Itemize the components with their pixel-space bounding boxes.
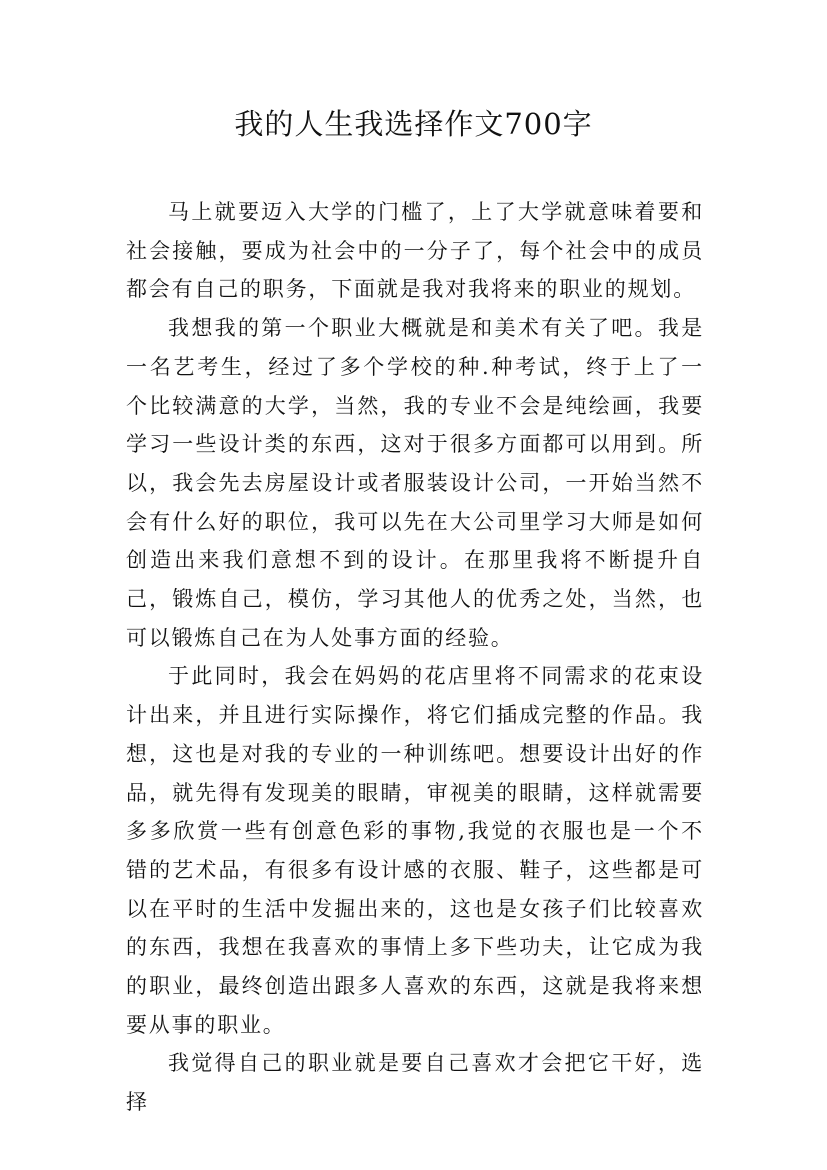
document-body [126,193,704,1122]
paragraph-4: 我觉得自己的职业就是要自己喜欢才会把它干好，选择 [126,1051,704,1115]
document-title: 我的人生我选择作文700字 [234,107,593,141]
paragraph-2: 我想我的第一个职业大概就是和美术有关了吧。我是一名艺考生，经过了多个学校的种.种考试，终于上了一个比较满意的大学，当然，我的专业不会是纯绘画，我要学习一些设计类的东西，这对于很多方面都可以用到。所以，我会先去房屋设计或者服装设计公司，一开始当然不会有什么好的职位，我可以先在大公司里学习大师是如何创造出来我们意想不到的设计。在那里我将不断提升自己，锻炼自己，模仿，学习其他人的优秀之处，当然，也可以锻炼自己在为人处事方面的经验。 [126,316,704,650]
paragraph-1: 马上就要迈入大学的门槛了，上了大学就意味着要和社会接触，要成为社会中的一分子了，每个社会中的成员都会有自己的职务，下面就是我对我将来的职业的规划。 [126,200,704,302]
paragraph-3: 于此同时，我会在妈妈的花店里将不同需求的花束设计出来，并且进行实际操作，将它们插成完整的作品。我想，这也是对我的专业的一种训练吧。想要设计出好的作品，就先得有发现美的眼睛，审视美的眼睛，这样就需要多多欣赏一些有创意色彩的事物,我觉的衣服也是一个不错的艺术品，有很多有设计感的衣服、鞋子，这些都是可以在平时的生活中发掘出来的，这也是女孩子们比较喜欢的东西，我想在我喜欢的事情上多下些功夫，让它成为我的职业，最终创造出跟多人喜欢的东西，这就是我将来想要从事的职业。 [126,664,704,1037]
